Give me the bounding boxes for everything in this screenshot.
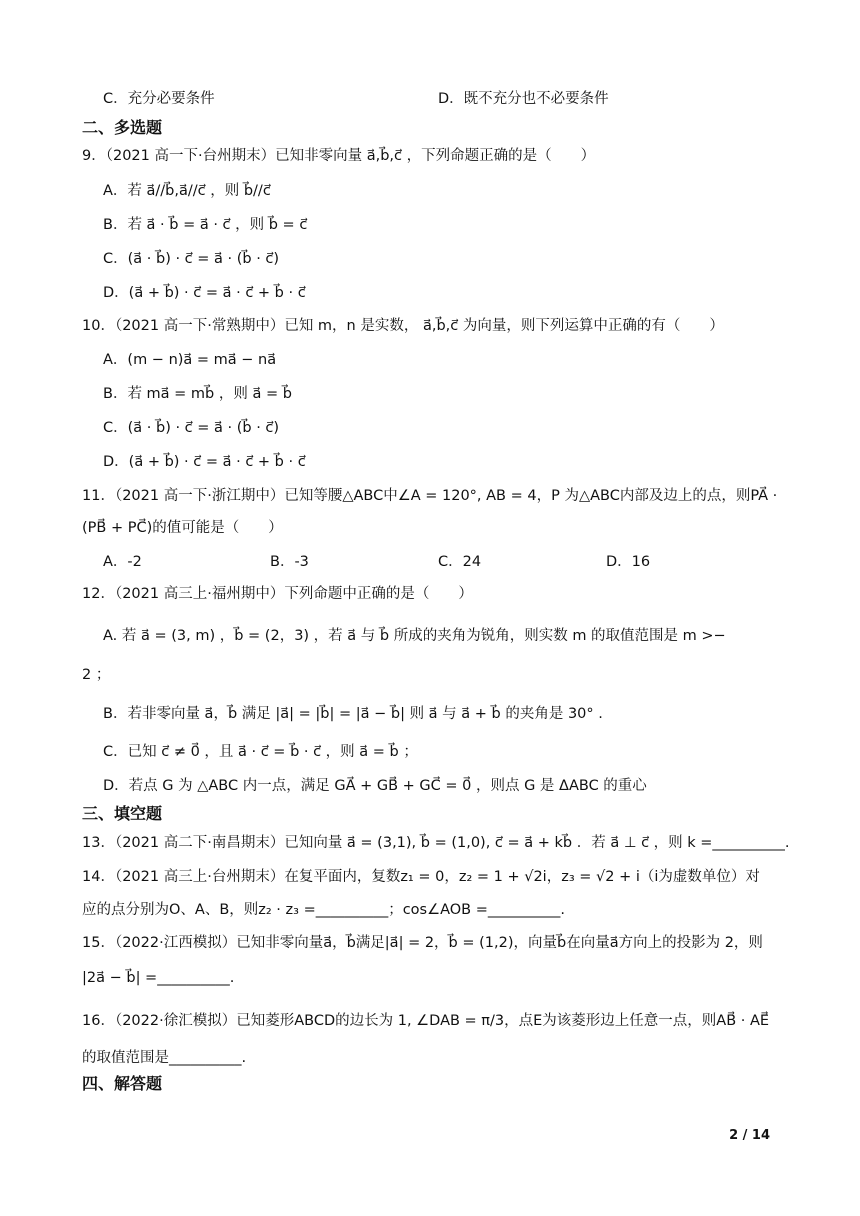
question-9-option-d: D．(a⃗ + b⃗) · c⃗ = a⃗ · c⃗ + b⃗ · c⃗: [103, 285, 306, 301]
question-9-stem: 9．（2021 高一下·台州期末）已知非零向量 a⃗,b⃗,c⃗ ，下列命题正确的是（ ）: [82, 148, 596, 164]
question-10-option-d: D．(a⃗ + b⃗) · c⃗ = a⃗ · c⃗ + b⃗ · c⃗: [103, 454, 306, 470]
section-heading-multi-choice: 二、多选题: [82, 118, 163, 137]
question-15-stem-line2: |2a⃗ − b⃗| =__________.: [82, 970, 235, 986]
page-number: 2 / 14: [729, 1128, 770, 1143]
question-9-option-a: A．若 a⃗//b⃗,a⃗//c⃗ ，则 b⃗//c⃗: [103, 183, 271, 199]
question-15-stem-line1: 15．（2022·江西模拟）已知非零向量a⃗，b⃗满足|a⃗| = 2，b⃗ = (1,2)，向量b⃗在向量a⃗方向上的投影为 2，则: [82, 935, 763, 951]
question-9-option-c: C．(a⃗ · b⃗) · c⃗ = a⃗ · (b⃗ · c⃗): [103, 251, 280, 267]
option-d-top: D．既不充分也不必要条件: [438, 91, 609, 107]
section-heading-fill-blank: 三、填空题: [82, 804, 163, 823]
section-heading-solution: 四、解答题: [82, 1074, 163, 1093]
question-16-stem-line2: 的取值范围是__________.: [82, 1050, 247, 1066]
question-14-stem-line2: 应的点分别为O、A、B，则z₂ · z₃ =__________；cos∠AOB =__________.: [82, 902, 566, 918]
question-11-stem-line1: 11．（2021 高一下·浙江期中）已知等腰△ABC中∠A = 120°, AB = 4，P 为△ABC内部及边上的点，则PA⃗ ·: [82, 488, 778, 504]
question-12-option-c: C．已知 c⃗ ≠ 0⃗ ，且 a⃗ · c⃗ = b⃗ · c⃗ ，则 a⃗ = b⃗ ；: [103, 744, 418, 760]
question-10-option-a: A．(m − n)a⃗ = ma⃗ − na⃗: [103, 352, 277, 368]
question-12-option-a-line2: 2 ；: [82, 667, 111, 683]
question-12-stem: 12．（2021 高三上·福州期中）下列命题中正确的是（ ）: [82, 586, 473, 602]
question-12-option-b: B．若非零向量 a⃗，b⃗ 满足 |a⃗| = |b⃗| = |a⃗ − b⃗| 则 a⃗ 与 a⃗ + b⃗ 的夹角是 30° .: [103, 706, 603, 722]
question-11-option-b: B．-3: [270, 554, 309, 570]
question-12-option-d: D．若点 G 为 △ABC 内一点，满足 GA⃗ + GB⃗ + GC⃗ = 0⃗ ，则点 G 是 ΔABC 的重心: [103, 778, 647, 794]
question-11-option-c: C．24: [438, 554, 482, 570]
question-10-option-b: B．若 ma⃗ = mb⃗ ，则 a⃗ = b⃗: [103, 386, 292, 402]
option-c-top: C．充分必要条件: [103, 91, 215, 107]
question-11-option-a: A．-2: [103, 554, 142, 570]
question-14-stem-line1: 14．（2021 高三上·台州期末）在复平面内，复数z₁ = 0，z₂ = 1 + √2i，z₃ = √2 + i（i为虚数单位）对: [82, 869, 760, 885]
question-12-option-a-line1: A. 若 a⃗ = (3, m) ，b⃗ = (2，3) ，若 a⃗ 与 b⃗ 所成的夹角为锐角，则实数 m 的取值范围是 m >−: [103, 628, 726, 644]
question-10-option-c: C．(a⃗ · b⃗) · c⃗ = a⃗ · (b⃗ · c⃗): [103, 420, 280, 436]
question-9-option-b: B．若 a⃗ · b⃗ = a⃗ · c⃗ ，则 b⃗ = c⃗: [103, 217, 308, 233]
question-13-stem: 13．（2021 高二下·南昌期末）已知向量 a⃗ = (3,1), b⃗ = (1,0), c⃗ = a⃗ + kb⃗ ．若 a⃗ ⊥ c⃗ ，则 k =__________.: [82, 835, 790, 851]
question-16-stem-line1: 16．（2022·徐汇模拟）已知菱形ABCD的边长为 1, ∠DAB = π/3，点E为该菱形边上任意一点，则AB⃗ · AE⃗: [82, 1013, 770, 1029]
question-11-option-d: D．16: [606, 554, 651, 570]
question-10-stem: 10．（2021 高一下·常熟期中）已知 m，n 是实数， a⃗,b⃗,c⃗ 为向量，则下列运算中正确的有（ ）: [82, 318, 724, 334]
question-11-stem-line2: (PB⃗ + PC⃗)的值可能是（ ）: [82, 520, 283, 536]
